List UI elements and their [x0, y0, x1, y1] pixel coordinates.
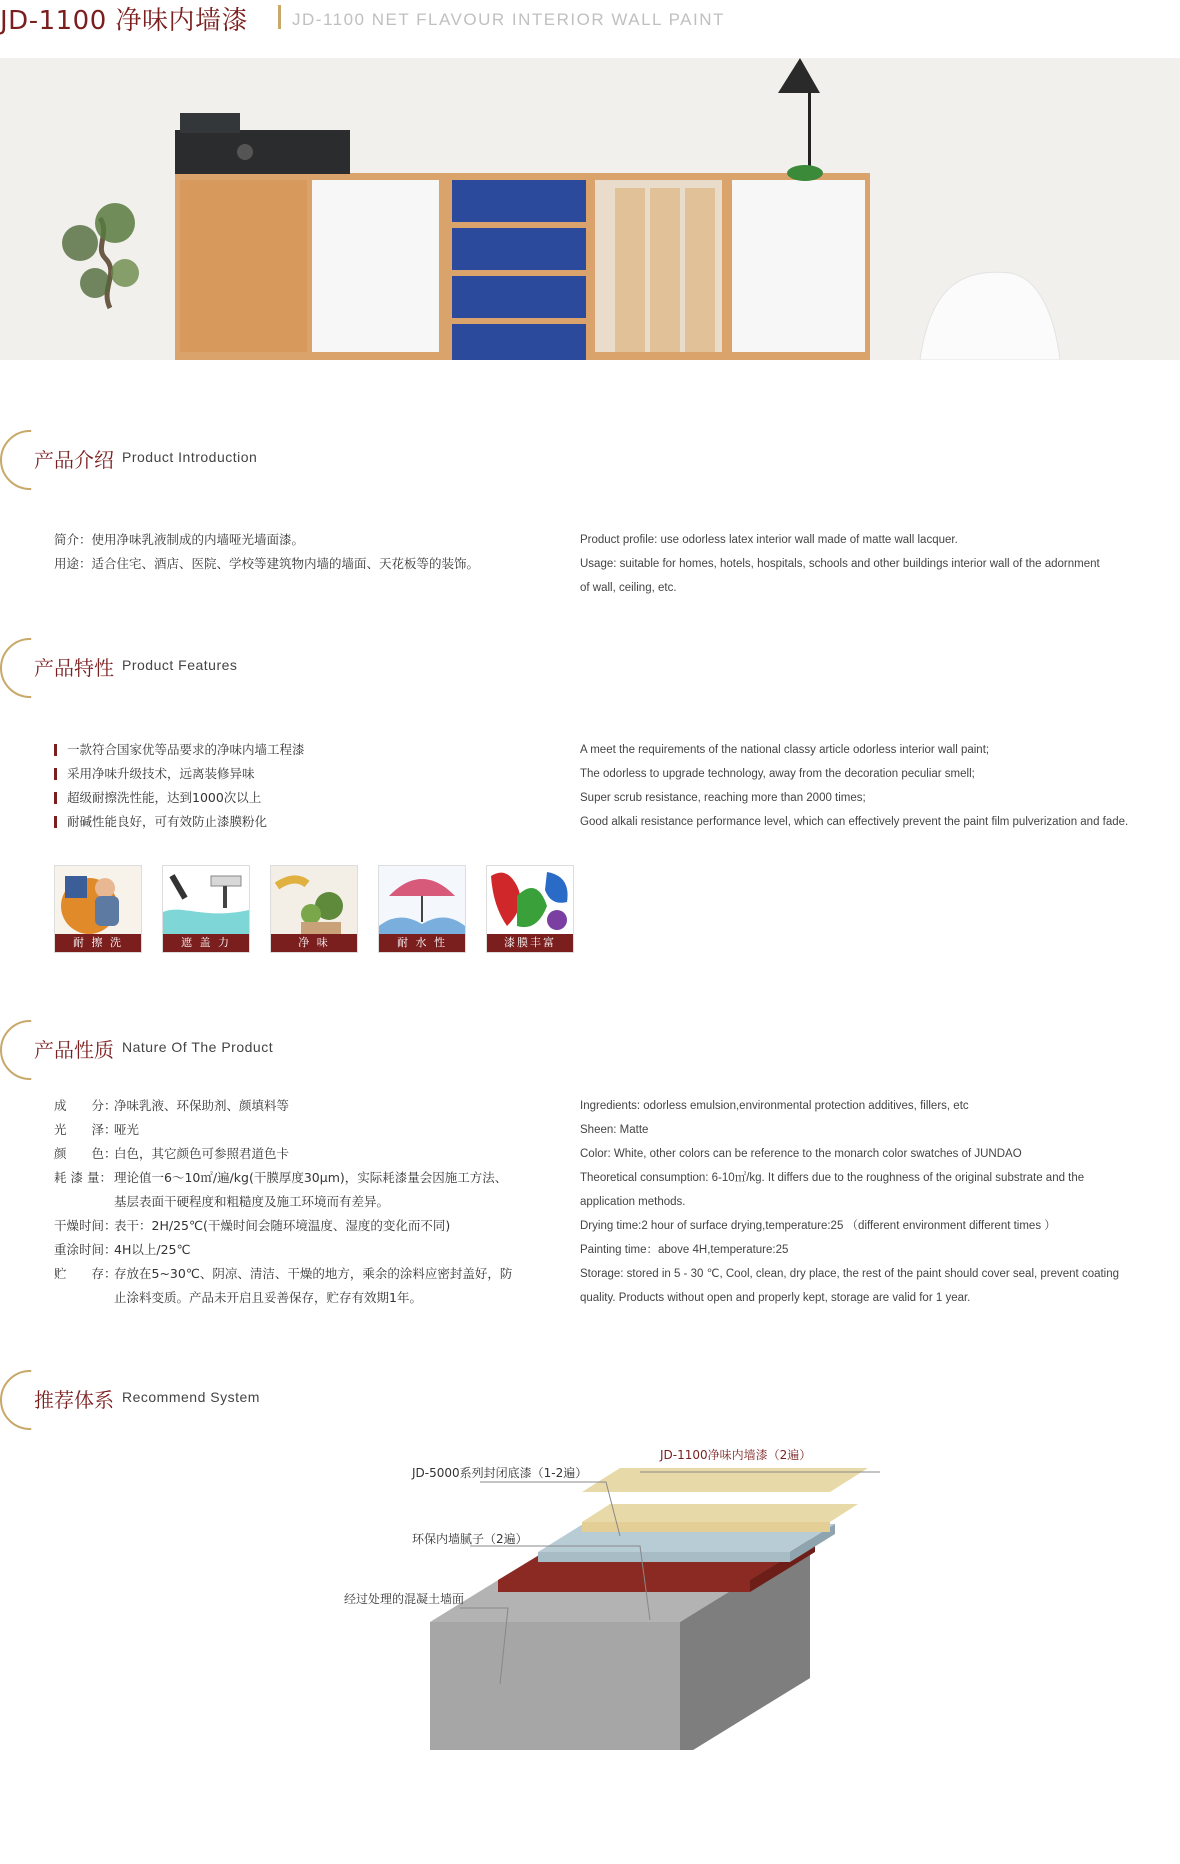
nature-row [54, 1238, 574, 1262]
nature-key: 光 泽： [54, 1122, 117, 1137]
nature-en-line: Ingredients: odorless emulsion,environmental protection additives, fillers, etc [580, 1100, 969, 1112]
nature-row [54, 1214, 574, 1238]
intro-en-line: Usage: suitable for homes, hotels, hospitals, schools and other buildings interior wall of the adornment [580, 558, 1100, 570]
nature-value: 净味乳液、环保助剂、颜填料等 [114, 1098, 290, 1113]
paint-splash-icon [487, 866, 573, 934]
feature-item: 一款符合国家优等品要求的净味内墙工程漆 [54, 738, 574, 762]
intro-zh-text [54, 528, 574, 576]
nature-en-list [580, 1094, 1180, 1310]
umbrella-rain-icon [379, 866, 465, 934]
layer-label-substrate: 经过处理的混凝土墙面 [344, 1592, 465, 1606]
nature-key: 成 分： [54, 1098, 117, 1113]
nature-value: 止涂料变质。产品未开启且妥善保存，贮存有效期1年。 [114, 1290, 422, 1305]
nature-en-line: Drying time:2 hour of surface drying,temperature:25 （different environment different times ） [580, 1220, 1056, 1232]
section-title-en: Product Introduction [122, 449, 258, 465]
coating-system-diagram [320, 1440, 880, 1750]
hero-interior-illustration [0, 58, 1180, 360]
section-title-zh: 产品性质 [34, 1038, 114, 1062]
nature-value: 哑光 [114, 1122, 140, 1137]
intro-zh-line: 用途：适合住宅、酒店、医院、学校等建筑物内墙的墙面、天花板等的装饰。 [54, 556, 480, 571]
brand-subtitle: JD-1100 NET FLAVOUR INTERIOR WALL PAINT [292, 10, 725, 29]
nature-row [54, 1166, 574, 1190]
feature-icons [54, 865, 594, 955]
nature-key: 重涂时间： [54, 1242, 117, 1257]
feature-item: 采用净味升级技术，远离装修异味 [54, 762, 574, 786]
feature-en-line: Super scrub resistance, reaching more than 2000 times; [580, 792, 866, 804]
nature-row [54, 1118, 574, 1142]
nature-key [54, 1190, 114, 1214]
nature-en-line: quality. Products without open and properly kept, storage are valid for 1 year. [580, 1292, 971, 1304]
feature-icon-card [270, 865, 358, 953]
layer-label-primer: JD-5000系列封闭底漆（1-2遍） [412, 1466, 588, 1480]
intro-en-text [580, 528, 1180, 600]
intro-zh-line: 简介：使用净味乳液制成的内墙哑光墙面漆。 [54, 532, 305, 547]
nature-row [54, 1142, 574, 1166]
section-title-en: Recommend System [122, 1389, 260, 1405]
icon-label: 遮 盖 力 [163, 934, 249, 952]
intro-en-line: of wall, ceiling, etc. [580, 582, 677, 594]
feature-en-line: A meet the requirements of the national classy article odorless interior wall paint; [580, 744, 990, 756]
nature-key: 贮 存： [54, 1266, 117, 1281]
nature-en-line: Sheen: Matte [580, 1124, 649, 1136]
paint-roller-icon [163, 866, 249, 934]
hero-image [0, 58, 1180, 360]
features-zh-list [54, 738, 574, 834]
nature-key: 耗 漆 量： [54, 1170, 112, 1185]
feature-en-line: The odorless to upgrade technology, away from the decoration peculiar smell; [580, 768, 975, 780]
section-title-en: Nature Of The Product [122, 1039, 274, 1055]
nature-en-line: Storage: stored in 5 - 30 ℃, Cool, clean, dry place, the rest of the paint should cover seal, prevent coating [580, 1268, 1120, 1280]
feature-en-line: Good alkali resistance performance level, which can effectively prevent the paint film pulverization and fade. [580, 816, 1129, 828]
nature-value: 理论值一6～10㎡/遍/kg(干膜厚度30μm)，实际耗漆量会因施工方法、 [114, 1170, 508, 1185]
feature-icon-card [378, 865, 466, 953]
icon-label: 耐 擦 洗 [55, 934, 141, 952]
features-en-list [580, 738, 1180, 834]
section-title-intro [0, 430, 500, 490]
nature-value: 存放在5~30℃、阴凉、清洁、干燥的地方，乘余的涂料应密封盖好，防 [114, 1266, 513, 1281]
icon-label: 净 味 [271, 934, 357, 952]
section-title-en: Product Features [122, 657, 238, 673]
section-title-zh: 产品特性 [34, 656, 114, 680]
brand-title: JD-1100 净味内墙漆 [0, 6, 249, 36]
nature-key: 颜 色： [54, 1146, 117, 1161]
section-title-recommend [0, 1370, 500, 1430]
nature-key: 干燥时间： [54, 1218, 117, 1233]
layer-label-topcoat: JD-1100净味内墙漆（2遍） [660, 1448, 812, 1462]
nature-en-line: application methods. [580, 1196, 686, 1208]
page-header [0, 0, 1180, 40]
layer-label-putty: 环保内墙腻子（2遍） [412, 1532, 528, 1546]
icon-label: 耐 水 性 [379, 934, 465, 952]
nature-key [54, 1286, 114, 1310]
nature-zh-list [54, 1094, 574, 1310]
nature-row [54, 1094, 574, 1118]
nature-en-line: Color: White, other colors can be reference to the monarch color swatches of JUNDAO [580, 1148, 1022, 1160]
nature-en-line: Painting time：above 4H,temperature:25 [580, 1244, 789, 1256]
feature-item: 耐碱性能良好，可有效防止漆膜粉化 [54, 810, 574, 834]
nature-en-line: Theoretical consumption: 6-10㎡/kg. It differs due to the roughness of the original substrate and the [580, 1172, 1085, 1184]
intro-en-line: Product profile: use odorless latex interior wall made of matte wall lacquer. [580, 534, 958, 546]
watering-plant-icon [271, 866, 357, 934]
nature-row [54, 1286, 574, 1310]
nature-row [54, 1190, 574, 1214]
title-divider [278, 5, 281, 29]
section-title-nature [0, 1020, 500, 1080]
cabinet [175, 173, 870, 360]
nature-value: 4H以上/25℃ [114, 1242, 191, 1257]
feature-icon-card [162, 865, 250, 953]
icon-label: 漆膜丰富 [487, 934, 573, 952]
feature-icon-card [54, 865, 142, 953]
nature-row [54, 1262, 574, 1286]
nature-value: 基层表面干硬程度和粗糙度及施工环境而有差异。 [114, 1194, 390, 1209]
nature-value: 表干：2H/25℃(干燥时间会随环境温度、湿度的变化而不同) [114, 1218, 451, 1233]
feature-item: 超级耐擦洗性能，达到1000次以上 [54, 786, 574, 810]
section-title-zh: 产品介绍 [34, 448, 114, 472]
section-title-zh: 推荐体系 [34, 1388, 114, 1412]
scrub-worker-icon [55, 866, 141, 934]
section-title-features [0, 638, 500, 698]
feature-icon-card [486, 865, 574, 953]
nature-value: 白色，其它颜色可参照君道色卡 [114, 1146, 290, 1161]
